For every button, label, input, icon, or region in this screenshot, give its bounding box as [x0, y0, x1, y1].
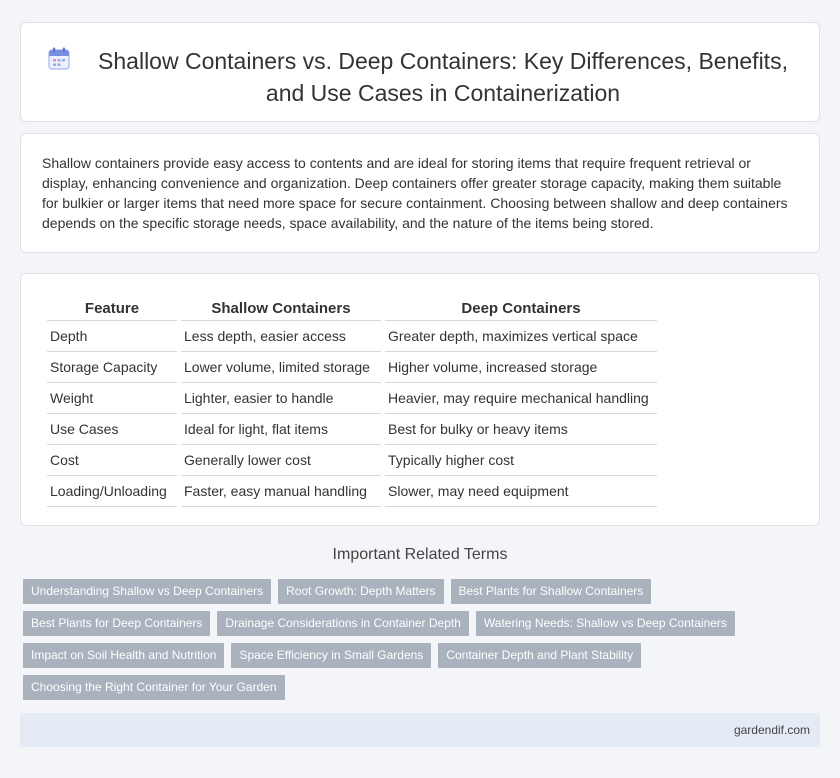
- column-header-deep: Deep Containers: [385, 295, 657, 321]
- table-cell: Ideal for light, flat items: [181, 414, 381, 445]
- table-cell: Less depth, easier access: [181, 321, 381, 352]
- related-term-tag[interactable]: Best Plants for Deep Containers: [23, 611, 210, 636]
- table-row: [47, 445, 657, 476]
- related-term-tag[interactable]: Root Growth: Depth Matters: [278, 579, 443, 604]
- table-row: [47, 383, 657, 414]
- table-cell: Use Cases: [47, 414, 177, 445]
- table-cell: Cost: [47, 445, 177, 476]
- table-row: [47, 321, 657, 352]
- related-term-tag[interactable]: Best Plants for Shallow Containers: [451, 579, 652, 604]
- related-term-tag[interactable]: Choosing the Right Container for Your Garden: [23, 675, 285, 700]
- table-cell: Best for bulky or heavy items: [385, 414, 657, 445]
- table-cell: Weight: [47, 383, 177, 414]
- calendar-icon: [48, 47, 70, 71]
- related-term-tag[interactable]: Understanding Shallow vs Deep Containers: [23, 579, 271, 604]
- page-title: Shallow Containers vs. Deep Containers: Key Differences, Benefits, and Use Cases in Containerization: [98, 48, 788, 106]
- related-term-tag[interactable]: Drainage Considerations in Container Depth: [217, 611, 468, 636]
- column-header-feature: Feature: [47, 295, 177, 321]
- comparison-table: [43, 295, 661, 507]
- table-cell: Higher volume, increased storage: [385, 352, 657, 383]
- table-cell: Lower volume, limited storage: [181, 352, 381, 383]
- related-term-tag[interactable]: Watering Needs: Shallow vs Deep Containers: [476, 611, 735, 636]
- footer: [20, 713, 820, 747]
- table-cell: Storage Capacity: [47, 352, 177, 383]
- table-header-row: [47, 295, 657, 321]
- table-cell: Loading/Unloading: [47, 476, 177, 507]
- intro-card: [20, 133, 820, 253]
- related-term-tag[interactable]: Impact on Soil Health and Nutrition: [23, 643, 224, 668]
- table-cell: Slower, may need equipment: [385, 476, 657, 507]
- table-cell: Heavier, may require mechanical handling: [385, 383, 657, 414]
- table-cell: Lighter, easier to handle: [181, 383, 381, 414]
- intro-paragraph: Shallow containers provide easy access to contents and are ideal for storing items that require frequent retrieval or display, enhancing convenience and organization. Deep containers offer greater storage capacity, making them suitable for bulkier or larger items that need more space for secure containment. Choosing between shallow and deep containers depends on the specific storage needs, space availability, and the nature of the items being stored.: [42, 155, 788, 231]
- related-term-tag[interactable]: Container Depth and Plant Stability: [438, 643, 641, 668]
- table-cell: Faster, easy manual handling: [181, 476, 381, 507]
- table-cell: Generally lower cost: [181, 445, 381, 476]
- related-term-tag[interactable]: Space Efficiency in Small Gardens: [231, 643, 431, 668]
- table-cell: Depth: [47, 321, 177, 352]
- related-terms-heading: Important Related Terms: [332, 546, 508, 563]
- table-row: [47, 476, 657, 507]
- related-terms-list: [23, 579, 783, 707]
- header-card: [20, 22, 820, 122]
- comparison-table-card: [20, 273, 820, 526]
- table-cell: Greater depth, maximizes vertical space: [385, 321, 657, 352]
- table-cell: Typically higher cost: [385, 445, 657, 476]
- column-header-shallow: Shallow Containers: [181, 295, 381, 321]
- footer-site-link[interactable]: gardendif.com: [733, 723, 810, 737]
- table-row: [47, 352, 657, 383]
- table-row: [47, 414, 657, 445]
